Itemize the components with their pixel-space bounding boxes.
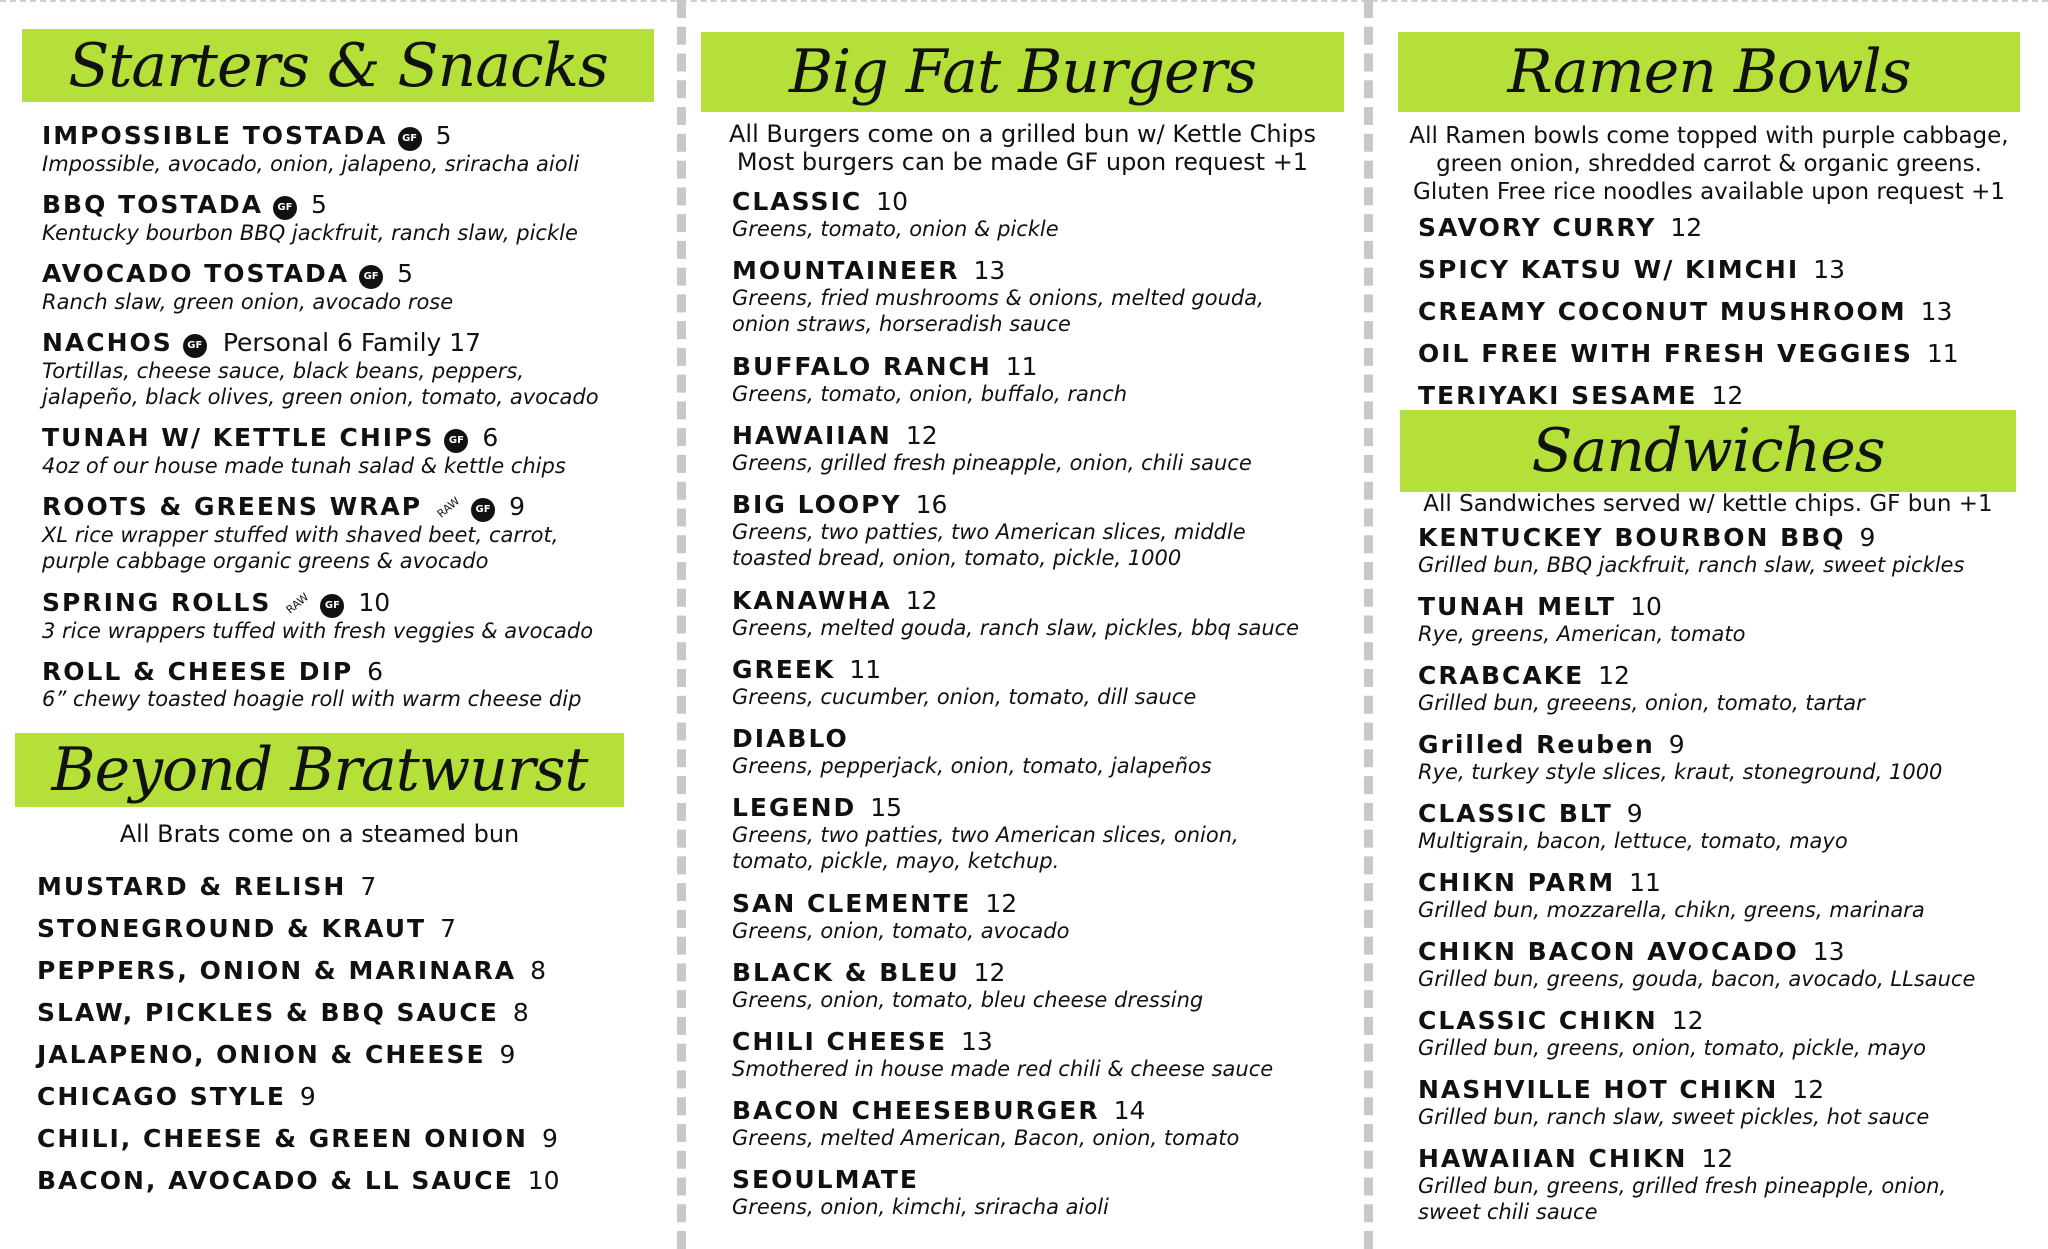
item-description: Grilled bun, greens, gouda, bacon, avocado, LLsauce (1418, 967, 1976, 991)
item-name: GREEK (732, 655, 836, 684)
item-price: 7 (440, 914, 456, 943)
section-intro-line: Gluten Free rice noodles available upon request +1 (1413, 179, 2005, 205)
item-price: 6 (367, 657, 384, 686)
item-name: NACHOS (42, 328, 173, 357)
menu-item (42, 588, 593, 644)
item-description: Grilled bun, greeens, onion, tomato, tartar (1418, 691, 1865, 715)
item-price: 9 (299, 1082, 316, 1111)
item-name: KANAWHA (732, 586, 892, 615)
item-price: 12 (1711, 381, 1744, 410)
item-description: Impossible, avocado, onion, jalapeno, sriracha aioli (42, 152, 580, 176)
item-price: 10 (876, 187, 908, 216)
item-name: CHICAGO STYLE (37, 1082, 286, 1111)
menu-item (42, 259, 453, 315)
menu-item (42, 328, 599, 410)
item-price: 9 (509, 492, 525, 521)
menu-item (37, 1040, 515, 1069)
menu-item (42, 190, 578, 246)
item-description: Grilled bun, greens, grilled fresh pineapple, onion, (1418, 1174, 1947, 1198)
menu-item (1418, 523, 1964, 578)
item-description: Greens, melted gouda, ranch slaw, pickles, bbq sauce (732, 616, 1300, 640)
item-description-line2: jalapeño, black olives, green onion, tomato, avocado (42, 385, 599, 409)
item-description: 3 rice wrappers tuffed with fresh veggies & avocado (42, 619, 594, 643)
section-title: Sandwiches (1531, 416, 1885, 486)
item-name: SPICY KATSU W/ KIMCHI (1418, 255, 1800, 284)
item-name: BIG LOOPY (732, 490, 902, 519)
menu-item (732, 421, 1252, 476)
item-description: Greens, onion, tomato, bleu cheese dressing (732, 988, 1204, 1012)
menu-item (1418, 799, 1848, 854)
item-name: IMPOSSIBLE TOSTADA (42, 121, 388, 150)
item-price: 12 (973, 958, 1006, 987)
item-name: AVOCADO TOSTADA (42, 259, 350, 288)
item-name: OIL FREE WITH FRESH VEGGIES (1418, 339, 1913, 368)
menu-item (37, 998, 529, 1027)
item-name: TUNAH MELT (1418, 592, 1617, 621)
section-title: Ramen Bowls (1507, 37, 1911, 107)
menu-item (1418, 339, 1959, 368)
item-description: Tortillas, cheese sauce, black beans, peppers, (42, 359, 524, 383)
item-price: 12 (1792, 1075, 1825, 1104)
item-description: Greens, tomato, onion, buffalo, ranch (732, 382, 1128, 406)
section-intro (1398, 122, 2020, 206)
item-description: XL rice wrapper stuffed with shaved beet, carrot, (42, 523, 559, 547)
item-name: SEOULMATE (732, 1165, 919, 1194)
item-description: Grilled bun, BBQ jackfruit, ranch slaw, sweet pickles (1418, 553, 1965, 577)
menu-item (732, 1096, 1239, 1151)
item-description: Grilled bun, ranch slaw, sweet pickles, hot sauce (1418, 1105, 1930, 1129)
item-name: TUNAH W/ KETTLE CHIPS (42, 423, 435, 452)
menu-item (732, 655, 1196, 710)
item-price: 12 (1598, 661, 1630, 690)
menu-item (1418, 1075, 1929, 1130)
item-description-line2: purple cabbage organic greens & avocado (42, 549, 489, 573)
item-price: 8 (512, 998, 529, 1027)
menu-item (37, 914, 456, 943)
raw-label-icon: RAW (434, 494, 463, 521)
gf-badge-icon: GF (359, 265, 383, 289)
column-divider (1364, 0, 1373, 1249)
starters-banner (22, 29, 654, 102)
item-description: Rye, turkey style slices, kraut, stoneground, 1000 (1418, 760, 1943, 784)
item-name: ROLL & CHEESE DIP (42, 657, 354, 686)
item-description: Rye, greens, American, tomato (1418, 622, 1746, 646)
item-price: 11 (849, 655, 882, 684)
item-description: Grilled bun, mozzarella, chikn, greens, marinara (1418, 898, 1925, 922)
item-price: 5 (435, 121, 452, 150)
item-name: CHILI CHEESE (732, 1027, 948, 1056)
menu-item (1418, 661, 1865, 716)
item-price: 11 (1005, 352, 1038, 381)
item-price: 12 (1701, 1144, 1734, 1173)
item-description: 6” chewy toasted hoagie roll with warm cheese dip (42, 687, 582, 711)
section-intro (701, 120, 1344, 176)
menu-item (1418, 255, 1845, 284)
item-description: Greens, two patties, two American slices, middle (732, 520, 1246, 544)
item-price: 13 (1812, 937, 1845, 966)
menu-item (1418, 937, 1975, 992)
item-description: Kentucky bourbon BBQ jackfruit, ranch slaw, pickle (42, 221, 578, 245)
item-price: 12 (905, 421, 938, 450)
item-description: Smothered in house made red chili & cheese sauce (732, 1057, 1274, 1081)
item-name: BLACK & BLEU (732, 958, 960, 987)
section-intro-line: Most burgers can be made GF upon request +1 (736, 148, 1309, 176)
item-name: BACON CHEESEBURGER (732, 1096, 1100, 1125)
section-title: Big Fat Burgers (788, 37, 1257, 107)
column-divider (677, 0, 686, 1249)
item-name: CLASSIC BLT (1418, 799, 1613, 828)
item-description: Greens, tomato, onion & pickle (732, 217, 1059, 241)
gf-badge-icon: GF (471, 498, 495, 522)
item-price: 12 (1670, 213, 1703, 242)
item-price: 9 (1626, 799, 1643, 828)
menu-item (1418, 213, 1702, 242)
item-name: MOUNTAINEER (732, 256, 960, 285)
item-description: Greens, melted American, Bacon, onion, tomato (732, 1126, 1240, 1150)
section-intro-line: All Burgers come on a grilled bun w/ Kettle Chips (729, 120, 1316, 148)
menu-item (1418, 1144, 1946, 1225)
menu-item (37, 872, 376, 901)
item-name: LEGEND (732, 793, 857, 822)
menu-item (37, 1124, 558, 1153)
section-intro-line: green onion, shredded carrot & organic greens. (1436, 151, 1982, 177)
menu-item (732, 490, 1246, 571)
menu-item (732, 793, 1239, 874)
item-price: 13 (973, 256, 1006, 285)
menu-item (37, 1082, 316, 1111)
item-price: 10 (358, 588, 391, 617)
menu-item (37, 1166, 560, 1195)
gf-badge-icon: GF (273, 196, 297, 220)
section-intro: All Sandwiches served w/ kettle chips. GF bun +1 (1423, 491, 1993, 517)
ramen-banner (1398, 32, 2020, 112)
item-description: Ranch slaw, green onion, avocado rose (42, 290, 454, 314)
item-price: 14 (1113, 1096, 1146, 1125)
item-description-line2: toasted bread, onion, tomato, pickle, 1000 (732, 546, 1182, 570)
item-price: 13 (1813, 255, 1845, 284)
item-description: Greens, pepperjack, onion, tomato, jalapeños (732, 754, 1212, 778)
menu-item (1418, 297, 1952, 326)
item-price: 11 (1629, 868, 1661, 897)
section-title: Beyond Bratwurst (51, 735, 588, 805)
item-price: 12 (905, 586, 938, 615)
item-name: STONEGROUND & KRAUT (37, 914, 427, 943)
menu-item (732, 958, 1203, 1013)
item-description-line2: tomato, pickle, mayo, ketchup. (732, 849, 1060, 873)
gf-badge-icon: GF (183, 334, 207, 358)
item-price: 9 (541, 1124, 558, 1153)
menu-item (42, 121, 579, 177)
item-name: MUSTARD & RELISH (37, 872, 347, 901)
item-name: CREAMY COCONUT MUSHROOM (1418, 297, 1907, 326)
menu-item (732, 586, 1299, 641)
menu-item (732, 889, 1069, 944)
item-name: CLASSIC CHIKN (1418, 1006, 1658, 1035)
item-price: 9 (1668, 730, 1685, 759)
item-price: 5 (310, 190, 327, 219)
menu-item (732, 352, 1127, 407)
section-intro: All Brats come on a steamed bun (119, 820, 520, 848)
item-name: SLAW, PICKLES & BBQ SAUCE (37, 998, 499, 1027)
menu-item (42, 423, 566, 479)
item-description: Greens, fried mushrooms & onions, melted gouda, (732, 286, 1264, 310)
item-price: 5 (397, 259, 413, 288)
item-name: CLASSIC (732, 187, 863, 216)
item-description: Greens, two patties, two American slices, onion, (732, 823, 1239, 847)
item-name: DIABLO (732, 724, 849, 753)
item-name: BBQ TOSTADA (42, 190, 263, 219)
item-description: Greens, cucumber, onion, tomato, dill sauce (732, 685, 1197, 709)
item-name: CHIKN PARM (1418, 868, 1616, 897)
item-name: JALAPENO, ONION & CHEESE (37, 1040, 486, 1069)
item-description: Greens, grilled fresh pineapple, onion, chili sauce (732, 451, 1252, 475)
item-description: Greens, onion, tomato, avocado (732, 919, 1070, 943)
menu-item (42, 492, 558, 574)
item-name: HAWAIIAN CHIKN (1418, 1144, 1688, 1173)
item-name: BUFFALO RANCH (732, 352, 992, 381)
item-name: PEPPERS, ONION & MARINARA (37, 956, 517, 985)
item-price: 12 (1671, 1006, 1704, 1035)
item-price: 13 (961, 1027, 993, 1056)
item-name: BACON, AVOCADO & LL SAUCE (37, 1166, 514, 1195)
item-description: Multigrain, bacon, lettuce, tomato, mayo (1418, 829, 1848, 853)
item-name: TERIYAKI SESAME (1418, 381, 1698, 410)
item-price: 9 (499, 1040, 516, 1069)
item-price: 12 (985, 889, 1018, 918)
menu-item (1418, 730, 1942, 785)
item-name: NASHVILLE HOT CHIKN (1418, 1075, 1779, 1104)
item-name: CHILI, CHEESE & GREEN ONION (37, 1124, 528, 1153)
item-description: Grilled bun, greens, onion, tomato, pickle, mayo (1418, 1036, 1926, 1060)
section-intro-line: All Ramen bowls come topped with purple cabbage, (1409, 123, 2009, 149)
item-price: 7 (360, 872, 377, 901)
item-price: 10 (527, 1166, 560, 1195)
item-price: 9 (1859, 523, 1876, 552)
item-description-line2: onion straws, horseradish sauce (732, 312, 1071, 336)
menu-item (37, 956, 546, 985)
gf-badge-icon: GF (320, 594, 344, 618)
menu-item (1418, 1006, 1926, 1061)
menu-item (1418, 381, 1743, 410)
item-name: SAVORY CURRY (1418, 213, 1657, 242)
gf-badge-icon: GF (398, 127, 422, 151)
item-description: Greens, onion, kimchi, sriracha aioli (732, 1195, 1109, 1219)
item-name: CHIKN BACON AVOCADO (1418, 937, 1799, 966)
item-name: SPRING ROLLS (42, 588, 272, 617)
item-price-options: Personal 6 Family 17 (222, 328, 482, 357)
item-name: CRABCAKE (1418, 661, 1585, 690)
section-title: Starters & Snacks (68, 30, 608, 101)
item-price: 16 (915, 490, 948, 519)
gf-badge-icon: GF (444, 429, 468, 453)
menu-item (732, 256, 1264, 337)
menu-item (1418, 868, 1925, 923)
item-price: 13 (1920, 297, 1953, 326)
item-price: 15 (870, 793, 903, 822)
menu-item (732, 724, 1212, 779)
item-name: KENTUCKEY BOURBON BBQ (1418, 523, 1846, 552)
menu-item (732, 187, 1059, 242)
item-name: Grilled Reuben (1418, 730, 1655, 759)
item-description: 4oz of our house made tunah salad & kettle chips (42, 454, 566, 478)
brats-banner (15, 733, 624, 807)
menu-item (1418, 592, 1745, 647)
item-name: HAWAIIAN (732, 421, 892, 450)
item-price: 11 (1926, 339, 1959, 368)
item-name: SAN CLEMENTE (732, 889, 972, 918)
item-price: 8 (530, 956, 546, 985)
item-description-line2: sweet chili sauce (1418, 1200, 1598, 1224)
menu-item (732, 1027, 1273, 1082)
item-name: ROOTS & GREENS WRAP (42, 492, 423, 521)
item-price: 6 (482, 423, 499, 452)
raw-label-icon: RAW (284, 590, 312, 617)
sandwiches-banner (1400, 410, 2016, 492)
burgers-banner (701, 32, 1344, 112)
menu-item (732, 1165, 1109, 1220)
item-price: 10 (1630, 592, 1662, 621)
menu-item (42, 657, 581, 712)
top-dashed-border (0, 0, 2048, 2)
